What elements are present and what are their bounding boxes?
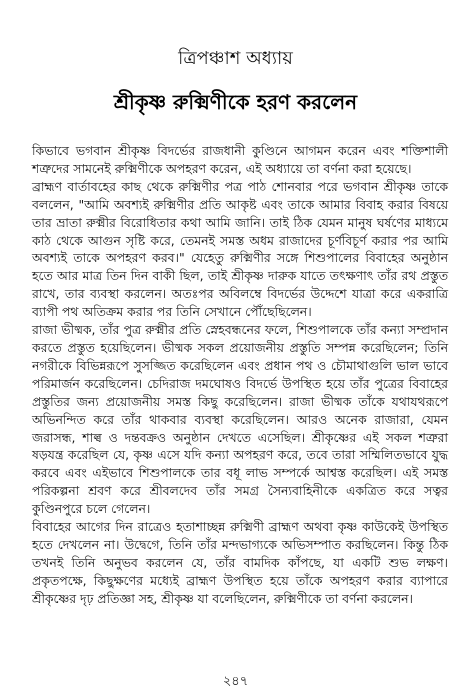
paragraph-4: বিবাহের আগের দিন রাত্রেও হতাশাচ্ছন্ন রুক্মিণী ব্রাহ্মণ অথবা কৃষ্ণ কাউকেই উপস্থিত হতে দেখলেন না। উদ্বেগে, তিনি তাঁর মন্দভাগ্যকে অভিসম্পাত করছিলেন। কিন্তু ঠিক তখনই তিনি অনুভব করলেন যে, তাঁর বামদিক কাঁপছে, যা একটি শুভ লক্ষণ। প্রকৃতপক্ষে, কিছুক্ষণের মধ্যেই ব্রাহ্মণ উপস্থিত হয়ে তাঁকে অপহরণ করার ব্যাপারে শ্রীকৃষ্ণের দৃঢ় প্রতিজ্ঞা সহ, শ্রীকৃষ্ণ যা বলেছিলেন, রুক্মিণীকে তা বর্ণনা করলেন। bbox=[32, 519, 448, 606]
paragraph-3: রাজা ভীষ্মক, তাঁর পুত্র রুক্মীর প্রতি স্নেহবন্ধনের ফলে, শিশুপালকে তাঁর কন্যা সম্প্রদান করতে প্রস্তুত হয়েছিলেন। ভীষ্মক সকল প্রয়োজনীয় প্রস্তুতি সম্পন্ন করেছিলেন; তিনি নগরীকে বিভিন্নরূপে সুসজ্জিত করেছিলেন এবং প্রধান পথ ও চৌমাথাগুলি ভাল ভাবে পরিমার্জন করেছিলেন। চেদিরাজ দমঘোষও বিদর্ভে উপস্থিত হয়ে তাঁর পুত্রের বিবাহের প্রস্তুতির জন্য প্রয়োজনীয় সমস্ত কিছু করেছিলেন। রাজা ভীষ্মক তাঁকে যথাযথরূপে অভিনন্দিত করে তাঁর থাকবার ব্যবস্থা করেছিলেন। আরও অনেক রাজারা, যেমন জরাসন্ধ, শাল্ব ও দন্তবক্রও অনুষ্ঠান দেখতে এসেছিল। শ্রীকৃষ্ণের এই সকল শত্রুরা ষড়যন্ত্র করেছিল যে, কৃষ্ণ এসে যদি কন্যা অপহরণ করে, তবে তারা সম্মিলিতভাবে যুদ্ধ করবে এবং এইভাবে শিশুপালকে তার বধূ লাভ সম্পর্কে আশ্বস্ত করেছিল। এই সমস্ত পরিকল্পনা শ্রবণ করে শ্রীবলদেব তাঁর সমগ্র সৈন্যবাহিনীকে একত্রিত করে সত্বর কুণ্ডিনপুরে চলে গেলেন। bbox=[32, 322, 448, 517]
body-text bbox=[32, 142, 448, 608]
chapter-heading: ত্রিপঞ্চাশ অধ্যায় bbox=[178, 48, 293, 69]
paragraph-1: কিভাবে ভগবান শ্রীকৃষ্ণ বিদর্ভের রাজধানী কুণ্ডিনে আগমন করেন এবং শক্তিশালী শত্রুদের সামনেই রুক্মিণীকে অপহরণ করেন, এই অধ্যায়ে তা বর্ণনা করা হয়েছে। bbox=[32, 143, 448, 176]
paragraph-2: ব্রাহ্মণ বার্তাবহের কাছ থেকে রুক্মিণীর পত্র পাঠ শোনবার পরে ভগবান শ্রীকৃষ্ণ তাকে বললেন, "আমি অবশ্যই রুক্মিণীর প্রতি আকৃষ্ট এবং তাকে আমার বিবাহ করার বিষয়ে তার ভ্রাতা রুক্মীর বিরোধিতার কথা আমি জানি। তাই ঠিক যেমন মানুষ ঘর্ষণের মাধ্যমে কাঠ থেকে আগুন সৃষ্টি করে, তেমনই সমস্ত অধম রাজাদের চূর্ণবিচূর্ণ করার পর আমি অবশ্যই তাকে অপহরণ করব।" যেহেতু রুক্মিণীর সঙ্গে শিশুপালের বিবাহের অনুষ্ঠান হতে আর মাত্র তিন দিন বাকী ছিল, তাই শ্রীকৃষ্ণ দারুক যাতে তৎক্ষণাৎ তাঁর রথ প্রস্তুত রাখে, তার ব্যবস্থা করলেন। অতঃপর অবিলম্বে বিদর্ভের উদ্দেশে যাত্রা করে একরাত্রি ব্যাপী পথ অতিক্রম করার পর তিনি সেখানে পৌঁছেছিলেন। bbox=[32, 178, 448, 320]
page-title: শ্রীকৃষ্ণ রুক্মিণীকে হরণ করলেন bbox=[113, 90, 358, 114]
page-number: ২৪৭ bbox=[222, 674, 249, 689]
